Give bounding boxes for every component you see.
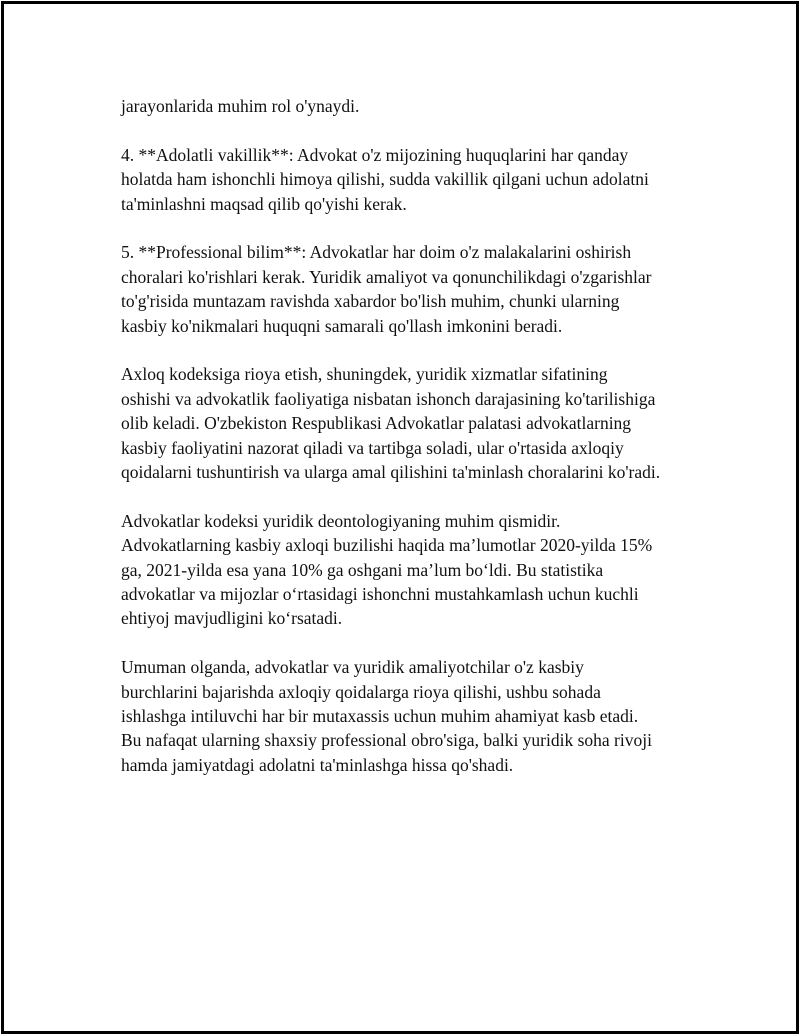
paragraph-conclusion	[121, 655, 721, 777]
text-line: Advokatlar kodeksi yuridik deontologiyaning muhim qismidir.	[121, 510, 561, 531]
text-line: choralari ko'rishlari kerak. Yuridik amaliyot va qonunchilikdagi o'zgarishlar	[121, 266, 652, 287]
text-line: ta'minlashni maqsad qilib qo'yishi kerak.	[121, 193, 407, 214]
paragraph-intro-continuation	[121, 94, 721, 118]
text-line: ga, 2021-yilda esa yana 10% ga oshgani ma’lum bo‘ldi. Bu statistika	[121, 559, 604, 580]
text-line: kasbiy ko'nikmalari huquqni samarali qo'llash imkonini beradi.	[121, 315, 563, 336]
text-line: hamda jamiyatdagi adolatni ta'minlashga hissa qo'shadi.	[121, 754, 514, 775]
paragraph-ethics-code	[121, 362, 721, 484]
text-line: holatda ham ishonchli himoya qilishi, sudda vakillik qilgani uchun adolatni	[121, 169, 649, 190]
text-line: kasbiy faoliyatini nazorat qiladi va tartibga soladi, ular o'rtasida axloqiy	[121, 437, 624, 458]
text-line: Axloq kodeksiga rioya etish, shuningdek, yuridik xizmatlar sifatining	[121, 364, 608, 385]
paragraph-professional-knowledge	[121, 240, 721, 338]
text-line: oshishi va advokatlik faoliyatiga nisbatan ishonch darajasining ko'tarilishiga	[121, 388, 656, 409]
paragraph-fair-representation	[121, 143, 721, 216]
text-line: burchlarini bajarishda axloqiy qoidalarga rioya qilishi, ushbu sohada	[121, 681, 601, 702]
text-line: advokatlar va mijozlar o‘rtasidagi ishonchni mustahkamlash uchun kuchli	[121, 584, 639, 605]
document-body	[121, 94, 721, 802]
text-line: Umuman olganda, advokatlar va yuridik amaliyotchilar o'z kasbiy	[121, 657, 584, 678]
text-line: ishlashga intiluvchi har bir mutaxassis uchun muhim ahamiyat kasb etadi.	[121, 706, 639, 727]
text-line: Advokatlarning kasbiy axloqi buzilishi haqida ma’lumotlar 2020-yilda 15%	[121, 535, 653, 556]
text-line: 5. **Professional bilim**: Advokatlar har doim o'z malakalarini oshirish	[121, 242, 632, 263]
text-line: jarayonlarida muhim rol o'ynaydi.	[121, 96, 360, 116]
paragraph-statistics	[121, 509, 721, 631]
text-line: Bu nafaqat ularning shaxsiy professional obro'siga, balki yuridik soha rivoji	[121, 730, 652, 751]
text-line: 4. **Adolatli vakillik**: Advokat o'z mijozining huquqlarini har qanday	[121, 144, 629, 165]
text-line: olib keladi. O'zbekiston Respublikasi Advokatlar palatasi advokatlarning	[121, 413, 632, 434]
text-line: ehtiyoj mavjudligini ko‘rsatadi.	[121, 608, 343, 629]
page-frame	[1, 1, 799, 1034]
text-line: to'g'risida muntazam ravishda xabardor bo'lish muhim, chunki ularning	[121, 291, 620, 312]
text-line: qoidalarni tushuntirish va ularga amal qilishini ta'minlash choralarini ko'radi.	[121, 462, 661, 483]
